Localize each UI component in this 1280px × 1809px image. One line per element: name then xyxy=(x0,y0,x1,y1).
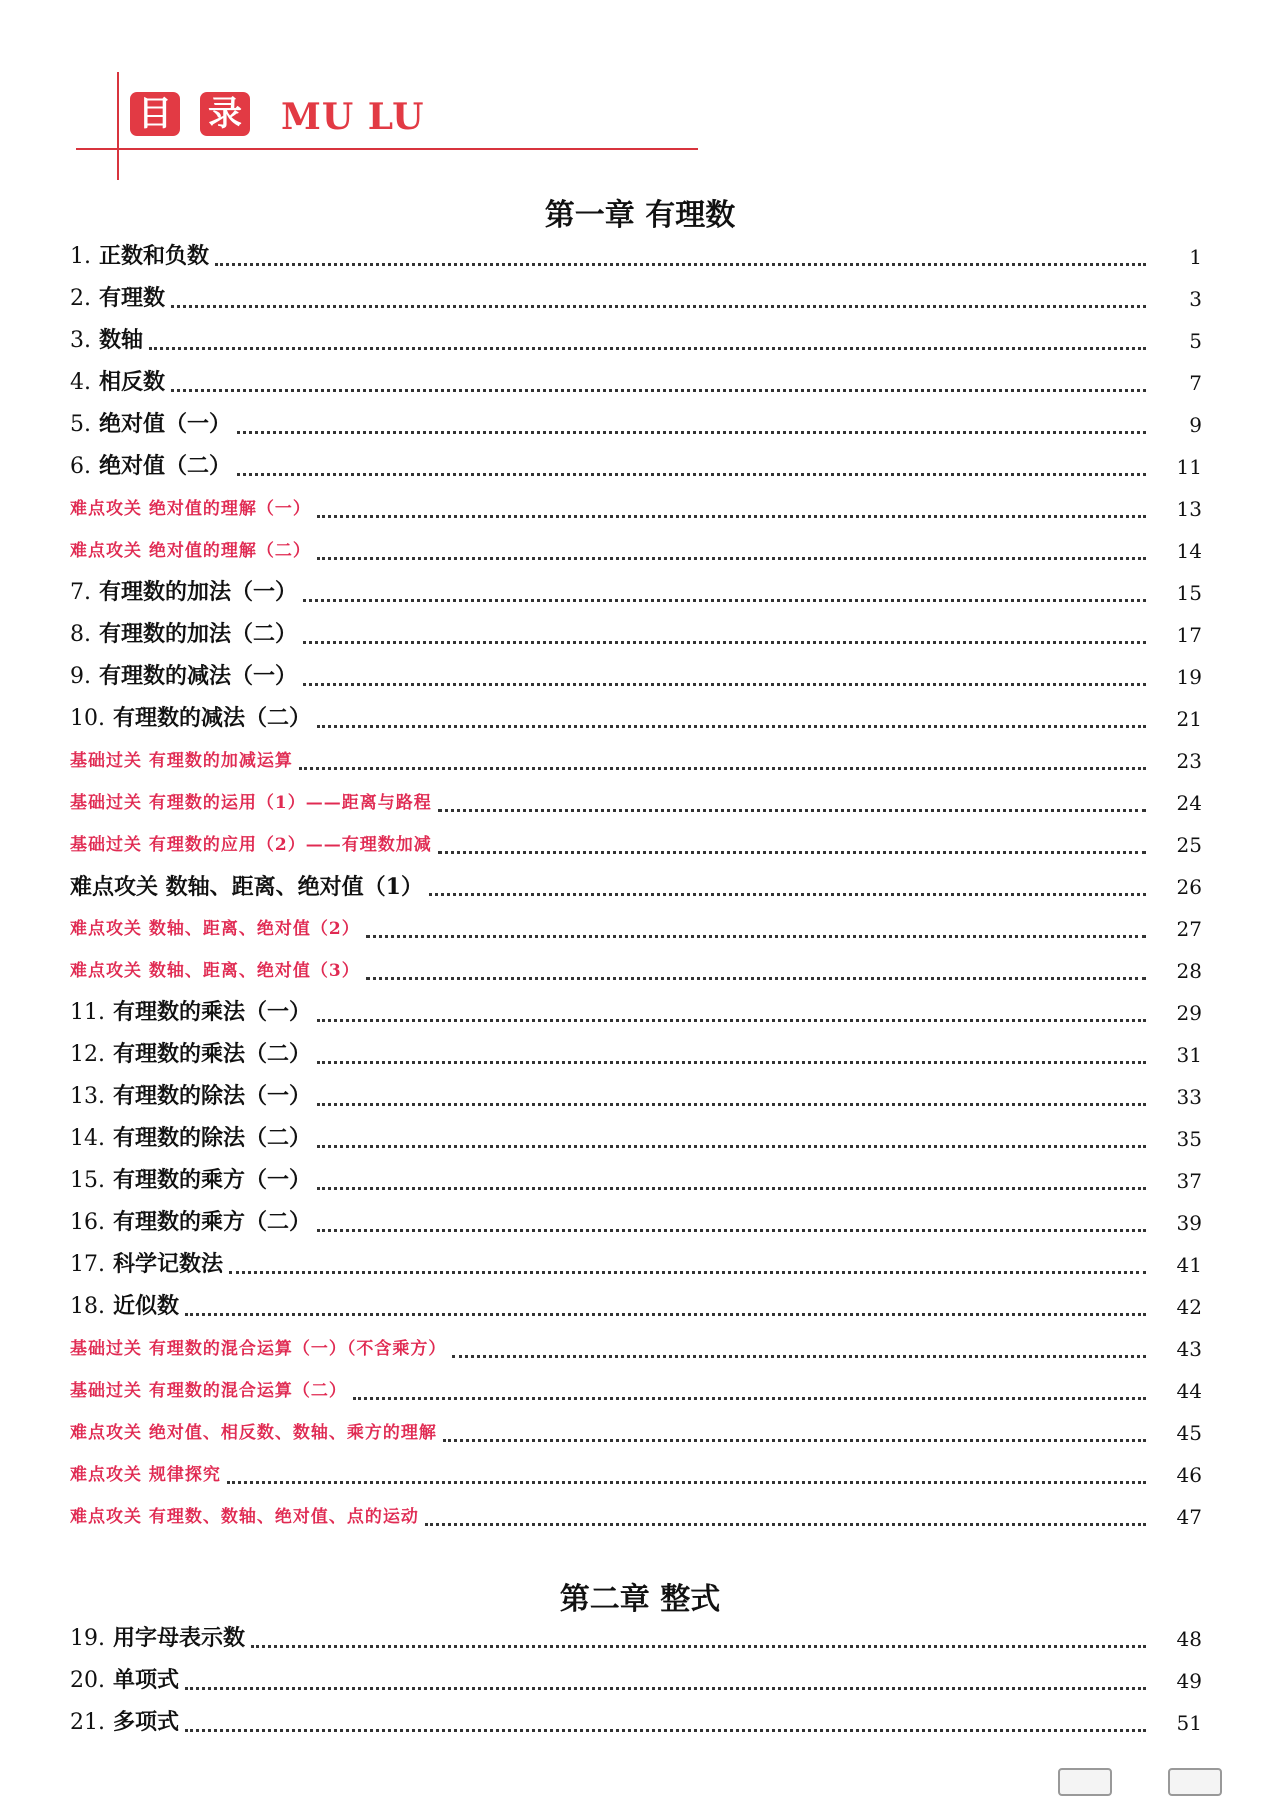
toc-entry-number: 2. xyxy=(70,286,91,311)
toc-header xyxy=(0,0,1280,190)
toc-entry[interactable] xyxy=(70,1370,1202,1412)
toc-entry-text: 科学记数法 xyxy=(113,1251,224,1277)
toc-entry-number: 17. xyxy=(70,1252,105,1277)
toc-page-number: 39 xyxy=(1176,1211,1202,1235)
toc-entry[interactable] xyxy=(70,320,1202,362)
toc-entry[interactable] xyxy=(70,782,1202,824)
toc-entry-title xyxy=(70,1201,311,1244)
toc-entry-number: 20. xyxy=(70,1668,105,1693)
toc-page-number: 7 xyxy=(1189,371,1202,395)
toc-entry-number: 18. xyxy=(70,1294,105,1319)
toc-entry[interactable] xyxy=(70,614,1202,656)
toc-entry-title xyxy=(70,991,311,1034)
toc-entry-text: 有理数的加法（一） xyxy=(99,579,298,605)
toc-entry[interactable] xyxy=(70,1660,1202,1702)
toc-page-number: 28 xyxy=(1176,959,1202,983)
toc-entry-number: 6. xyxy=(70,454,91,479)
toc-page-number: 15 xyxy=(1176,581,1202,605)
chapter-2-title: 第二章 整式 xyxy=(559,1582,721,1617)
toc-entry[interactable] xyxy=(70,1118,1202,1160)
dot-leader xyxy=(237,429,1146,434)
toc-entry-text: 基础过关 有理数的应用（2）——有理数加减 xyxy=(70,835,432,855)
toc-entry[interactable] xyxy=(70,1076,1202,1118)
toc-entry[interactable] xyxy=(70,1496,1202,1538)
toc-entry-text: 难点攻关 数轴、距离、绝对值（2） xyxy=(70,919,360,939)
toc-page-number: 35 xyxy=(1176,1127,1202,1151)
toc-entry-number: 16. xyxy=(70,1210,105,1235)
toc-entry-text: 单项式 xyxy=(113,1667,180,1693)
toc-entry[interactable] xyxy=(70,278,1202,320)
dot-leader xyxy=(227,1479,1146,1484)
toc-entry-title xyxy=(70,824,432,866)
dot-leader xyxy=(303,597,1146,602)
toc-entry[interactable] xyxy=(70,236,1202,278)
toc-entry[interactable] xyxy=(70,950,1202,992)
toc-entry[interactable] xyxy=(70,1244,1202,1286)
dot-leader xyxy=(237,471,1146,476)
dot-leader xyxy=(443,1437,1146,1442)
toc-entry-text: 正数和负数 xyxy=(99,243,210,269)
toc-entry-title xyxy=(70,1075,311,1118)
toc-entry-text: 有理数 xyxy=(99,285,166,311)
dot-leader xyxy=(317,1101,1146,1106)
dot-leader xyxy=(317,1143,1146,1148)
toc-entry-text: 基础过关 有理数的混合运算（一）（不含乘方） xyxy=(70,1339,447,1359)
toc-entry-title xyxy=(70,319,143,362)
toc-entry-text: 用字母表示数 xyxy=(113,1625,246,1651)
toc-entry-number: 8. xyxy=(70,622,91,647)
toc-entry-text: 有理数的除法（二） xyxy=(113,1125,312,1151)
toc-page-number: 3 xyxy=(1189,287,1202,311)
toc-entry[interactable] xyxy=(70,446,1202,488)
toc-page-number: 5 xyxy=(1189,329,1202,353)
toc-entry-text: 近似数 xyxy=(113,1293,180,1319)
toc-entry-title xyxy=(70,1454,221,1496)
toc-entry[interactable] xyxy=(70,1286,1202,1328)
header-horizontal-rule xyxy=(76,148,698,150)
dot-leader xyxy=(317,555,1146,560)
toc-page-number: 42 xyxy=(1176,1295,1202,1319)
toc-entry-text: 难点攻关 绝对值的理解（一） xyxy=(70,499,311,519)
toc-entry-text: 相反数 xyxy=(99,369,166,395)
toc-page-number: 13 xyxy=(1176,497,1202,521)
toc-entry[interactable] xyxy=(70,698,1202,740)
toc-page-number: 25 xyxy=(1176,833,1202,857)
toc-entry-title xyxy=(70,1701,179,1744)
dot-leader xyxy=(317,1185,1146,1190)
toc-entry-number: 3. xyxy=(70,328,91,353)
toc-page-number: 14 xyxy=(1176,539,1202,563)
toc-entry-number: 19. xyxy=(70,1626,105,1651)
toc-page-number: 19 xyxy=(1176,665,1202,689)
toc-page-number: 45 xyxy=(1176,1421,1202,1445)
dot-leader xyxy=(229,1269,1146,1274)
toc-entry-text: 多项式 xyxy=(113,1709,180,1735)
toc-entry[interactable] xyxy=(70,1160,1202,1202)
toc-page-number: 1 xyxy=(1189,245,1202,269)
toc-page-number: 46 xyxy=(1176,1463,1202,1487)
dot-leader xyxy=(438,849,1146,854)
toc-entry[interactable] xyxy=(70,908,1202,950)
toc-entry-title xyxy=(70,1033,311,1076)
toc-entry[interactable] xyxy=(70,866,1202,908)
toc-entry[interactable] xyxy=(70,530,1202,572)
toc-entry-title xyxy=(70,1285,179,1328)
toc-entry-text: 有理数的除法（一） xyxy=(113,1083,312,1109)
toc-entry-text: 基础过关 有理数的运用（1）——距离与路程 xyxy=(70,793,432,813)
toc-entry[interactable] xyxy=(70,824,1202,866)
toc-entry-number: 21. xyxy=(70,1710,105,1735)
toc-page-number: 17 xyxy=(1176,623,1202,647)
toc-entry-number: 1. xyxy=(70,244,91,269)
toc-entry-title xyxy=(70,1117,311,1160)
toc-entry[interactable] xyxy=(70,1702,1202,1744)
toc-page-number: 43 xyxy=(1176,1337,1202,1361)
toc-entry-text: 难点攻关 数轴、距离、绝对值（3） xyxy=(70,961,360,981)
dot-leader xyxy=(185,1727,1146,1732)
dot-leader xyxy=(452,1353,1146,1358)
toc-page-number: 49 xyxy=(1176,1669,1202,1693)
mulu-heading: MU LU xyxy=(281,96,425,138)
toc-entry-text: 难点攻关 有理数、数轴、绝对值、点的运动 xyxy=(70,1507,419,1527)
toc-entry-text: 难点攻关 绝对值、相反数、数轴、乘方的理解 xyxy=(70,1423,437,1443)
toc-entry-number: 13. xyxy=(70,1084,105,1109)
toc-entry[interactable] xyxy=(70,362,1202,404)
chapter-1-entries xyxy=(70,236,1202,1538)
toc-page-number: 21 xyxy=(1176,707,1202,731)
toc-entry-title xyxy=(70,445,231,488)
toc-entry[interactable] xyxy=(70,992,1202,1034)
toc-entry-title xyxy=(70,1370,347,1412)
toc-entry[interactable] xyxy=(70,404,1202,446)
dot-leader xyxy=(303,681,1146,686)
toc-entry-title xyxy=(70,1328,446,1370)
scroll-indicator xyxy=(1168,1768,1222,1796)
toc-entry-number: 5. xyxy=(70,412,91,437)
toc-entry-text: 有理数的乘方（一） xyxy=(113,1167,312,1193)
toc-entry[interactable] xyxy=(70,1454,1202,1496)
header-vertical-rule xyxy=(117,72,119,180)
dot-leader xyxy=(185,1311,1146,1316)
dot-leader xyxy=(366,975,1146,980)
toc-entry-text: 有理数的乘法（二） xyxy=(113,1041,312,1067)
dot-leader xyxy=(317,1227,1146,1232)
toc-entry-text: 难点攻关 规律探究 xyxy=(70,1465,221,1485)
toc-entry[interactable] xyxy=(70,1034,1202,1076)
toc-entry[interactable] xyxy=(70,572,1202,614)
toc-entry-title xyxy=(70,655,297,698)
dot-leader xyxy=(171,387,1146,392)
dot-leader xyxy=(425,1521,1146,1526)
toc-entry[interactable] xyxy=(70,1202,1202,1244)
toc-entry-title xyxy=(70,908,360,950)
toc-entry-text: 基础过关 有理数的加减运算 xyxy=(70,751,293,771)
toc-entry-title xyxy=(70,403,231,446)
toc-entry-number: 9. xyxy=(70,664,91,689)
toc-entry-text: 有理数的减法（一） xyxy=(99,663,298,689)
toc-entry-number: 7. xyxy=(70,580,91,605)
toc-page-number: 47 xyxy=(1176,1505,1202,1529)
dot-leader xyxy=(317,1059,1146,1064)
toc-entry-title xyxy=(70,1243,223,1286)
dot-leader xyxy=(215,261,1146,266)
toc-entry-text: 有理数的乘法（一） xyxy=(113,999,312,1025)
toc-entry[interactable] xyxy=(70,1618,1202,1660)
toc-entry[interactable] xyxy=(70,1328,1202,1370)
toc-entry-text: 难点攻关 数轴、距离、绝对值（1） xyxy=(70,874,423,900)
toc-entry-text: 绝对值（一） xyxy=(99,411,232,437)
toc-entry-text: 有理数的减法（二） xyxy=(113,705,312,731)
toc-entry-title xyxy=(70,1159,311,1202)
toc-entry-title xyxy=(70,1496,419,1538)
toc-entry-title xyxy=(70,782,432,824)
dot-leader xyxy=(303,639,1146,644)
toc-entry[interactable] xyxy=(70,656,1202,698)
dot-leader xyxy=(299,765,1146,770)
toc-entry-title xyxy=(70,488,311,530)
toc-page-number: 37 xyxy=(1176,1169,1202,1193)
toc-page-number: 24 xyxy=(1176,791,1202,815)
toc-entry[interactable] xyxy=(70,740,1202,782)
lu-badge: 录 xyxy=(200,92,250,136)
toc-page-number: 26 xyxy=(1176,875,1202,899)
toc-entry-title xyxy=(70,950,360,992)
toc-entry-text: 难点攻关 绝对值的理解（二） xyxy=(70,541,311,561)
dot-leader xyxy=(171,303,1146,308)
toc-entry-text: 基础过关 有理数的混合运算（二） xyxy=(70,1381,347,1401)
mu-badge: 目 xyxy=(130,92,180,136)
toc-page-number: 33 xyxy=(1176,1085,1202,1109)
toc-page-number: 44 xyxy=(1176,1379,1202,1403)
chapter-2-entries xyxy=(70,1618,1202,1744)
dot-leader xyxy=(317,723,1146,728)
toc-page-number: 11 xyxy=(1176,455,1202,479)
toc-entry-text: 有理数的乘方（二） xyxy=(113,1209,312,1235)
toc-page-number: 9 xyxy=(1189,413,1202,437)
toc-page-number: 27 xyxy=(1176,917,1202,941)
dot-leader xyxy=(251,1643,1146,1648)
toc-entry-title xyxy=(70,277,165,320)
toc-page-number: 29 xyxy=(1176,1001,1202,1025)
toc-entry-number: 12. xyxy=(70,1042,105,1067)
toc-entry-title xyxy=(70,1412,437,1454)
dot-leader xyxy=(353,1395,1146,1400)
scroll-indicator xyxy=(1058,1768,1112,1796)
toc-entry-title xyxy=(70,613,297,656)
toc-page-number: 51 xyxy=(1176,1711,1202,1735)
toc-entry-number: 4. xyxy=(70,370,91,395)
toc-entry-text: 有理数的加法（二） xyxy=(99,621,298,647)
toc-page-number: 41 xyxy=(1176,1253,1202,1277)
toc-entry-title xyxy=(70,1659,179,1702)
toc-page-number: 31 xyxy=(1176,1043,1202,1067)
dot-leader xyxy=(438,807,1146,812)
toc-entry-title xyxy=(70,740,293,782)
toc-entry-title xyxy=(70,697,311,740)
toc-entry-title xyxy=(70,571,297,614)
toc-entry-title xyxy=(70,866,423,908)
toc-entry-number: 10. xyxy=(70,706,105,731)
toc-page-number: 48 xyxy=(1176,1627,1202,1651)
toc-entry-title xyxy=(70,235,209,278)
chapter-1-title: 第一章 有理数 xyxy=(544,198,736,233)
toc-entry-title xyxy=(70,1617,245,1660)
dot-leader xyxy=(429,891,1146,896)
toc-entry-title xyxy=(70,530,311,572)
dot-leader xyxy=(317,1017,1146,1022)
toc-entry-text: 绝对值（二） xyxy=(99,453,232,479)
dot-leader xyxy=(185,1685,1146,1690)
dot-leader xyxy=(366,933,1146,938)
toc-entry-number: 11. xyxy=(70,1000,105,1025)
toc-entry[interactable] xyxy=(70,488,1202,530)
toc-entry-title xyxy=(70,361,165,404)
toc-entry-number: 14. xyxy=(70,1126,105,1151)
dot-leader xyxy=(149,345,1146,350)
dot-leader xyxy=(317,513,1146,518)
toc-entry[interactable] xyxy=(70,1412,1202,1454)
toc-entry-text: 数轴 xyxy=(99,327,144,353)
toc-page-number: 23 xyxy=(1176,749,1202,773)
toc-entry-number: 15. xyxy=(70,1168,105,1193)
